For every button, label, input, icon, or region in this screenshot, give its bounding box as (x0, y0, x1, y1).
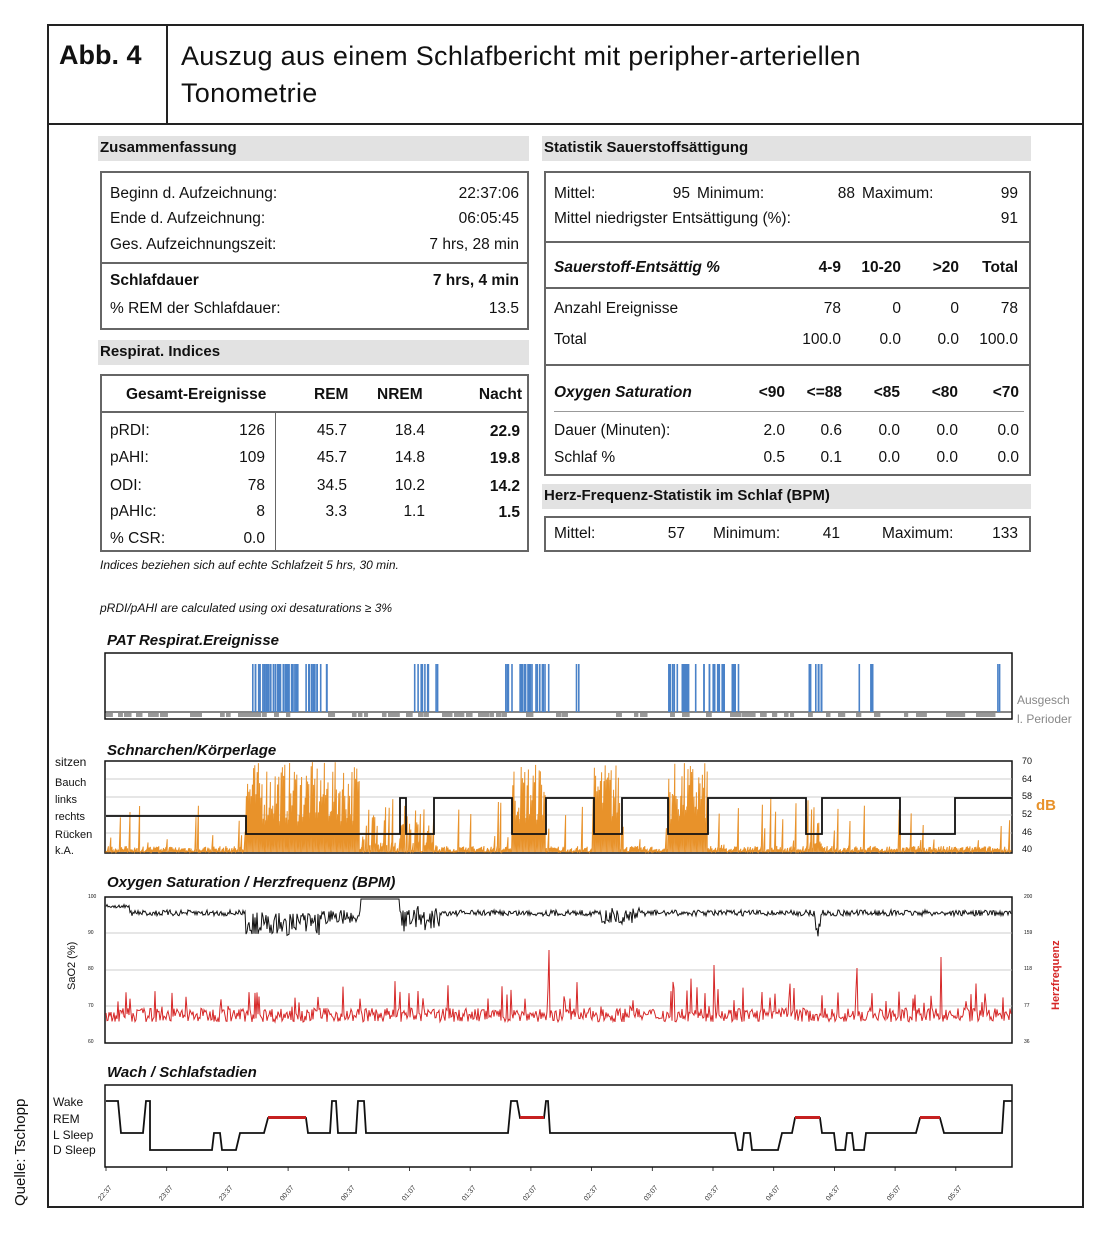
snore-title: Schnarchen/Körperlage (107, 742, 277, 759)
pat-event (305, 664, 307, 712)
pat-event (578, 664, 580, 712)
figure-label: Abb. 4 (47, 24, 168, 123)
pat-event (259, 664, 261, 712)
pat-excluded (256, 713, 261, 717)
hr-tick: 159 (1024, 930, 1033, 936)
pat-event (576, 664, 578, 712)
pat-excluded (742, 713, 748, 717)
pat-excluded (406, 713, 413, 717)
pat-excluded (496, 713, 502, 717)
db-tick: 40 (1022, 844, 1033, 854)
pat-event (287, 664, 289, 712)
desat-row-value: 0 (892, 300, 901, 317)
spo2-label: Minimum: (697, 185, 765, 202)
resp-row-night: 22.9 (489, 423, 520, 440)
pat-event (308, 664, 310, 712)
pat-excluded (448, 713, 452, 717)
pat-event (435, 664, 437, 712)
time-tick: 05:37 (946, 1184, 964, 1203)
pat-event (522, 664, 524, 712)
db-tick: 64 (1022, 774, 1033, 784)
pat-event (714, 664, 716, 712)
pat-excluded (730, 713, 737, 717)
pat-excluded (922, 713, 927, 717)
sat-row-label: Dauer (Minuten): (554, 422, 671, 439)
pat-event (717, 664, 719, 712)
summary-label: Beginn d. Aufzeichnung: (110, 185, 278, 202)
sat-header: <70 (992, 384, 1019, 401)
pat-event (810, 664, 812, 712)
pat-event (723, 664, 725, 712)
pat-excluded (106, 713, 113, 717)
spo2-label: Mittel niedrigster Entsättigung (%): (554, 210, 791, 227)
pat-excluded (118, 713, 123, 717)
pat-excluded (874, 713, 880, 717)
pat-event (294, 664, 296, 712)
pat-event (326, 664, 328, 712)
desat-row-value: 100.0 (802, 331, 841, 348)
pat-event (417, 664, 419, 712)
pat-excluded (238, 713, 244, 717)
hr-title: Herz-Frequenz-Statistik im Schlaf (BPM) (542, 484, 1031, 509)
resp-note: Indices beziehen sich auf echte Schlafzeit 5 hrs, 30 min. (100, 558, 399, 572)
pat-excluded (352, 713, 357, 717)
pat-excluded (262, 713, 267, 717)
db-tick: 52 (1022, 809, 1033, 819)
summary-title: Zusammenfassung (98, 136, 529, 161)
pat-excluded (466, 713, 473, 717)
pat-event (277, 664, 279, 712)
pat-event (535, 664, 537, 712)
sat-row-value: 0.0 (878, 449, 900, 466)
figure-title: Auszug aus einem Schlafbericht mit peripher-arteriellen Tonometrie (181, 41, 861, 108)
position-label: k.A. (55, 845, 74, 857)
pat-event (264, 664, 266, 712)
pat-excluded (364, 713, 368, 717)
pat-event (414, 664, 416, 712)
resp-row-night: 1.5 (498, 504, 520, 521)
pat-event (265, 664, 267, 712)
pat-event (268, 664, 270, 712)
resp-row-night: 14.2 (489, 478, 520, 495)
time-tick: 02:07 (521, 1184, 539, 1203)
spo2-label: Mittel: (554, 185, 596, 202)
hr-tick: 200 (1024, 894, 1033, 900)
resp-row-nrem: 10.2 (394, 477, 425, 494)
time-tick: 03:07 (643, 1184, 660, 1203)
pat-excluded (394, 713, 400, 717)
hr-ylabel: Herzfrequenz (1050, 940, 1062, 1010)
pat-excluded (670, 713, 675, 717)
pat-excluded (736, 713, 742, 717)
pat-excluded (244, 713, 251, 717)
pat-event (275, 664, 277, 712)
pat-event (524, 664, 526, 712)
sat-row-value: 0.0 (997, 422, 1019, 439)
pat-event (437, 664, 439, 712)
pat-event (255, 664, 257, 712)
pat-event (871, 664, 873, 712)
pat-excluded (502, 713, 507, 717)
pat-event (252, 664, 254, 712)
rem-segment (920, 1116, 940, 1119)
pat-excluded (148, 713, 155, 717)
pat-excluded (904, 713, 908, 717)
hr-tick: 118 (1024, 966, 1032, 972)
pat-event (738, 664, 740, 712)
desat-header: Sauerstoff-Entsättig % (554, 259, 720, 276)
desat-row-label: Anzahl Ereignisse (554, 300, 679, 317)
db-tick: 46 (1022, 827, 1033, 837)
pat-event (283, 664, 285, 712)
resp-row-rem: 3.3 (325, 503, 347, 520)
sat-row-value: 0.6 (820, 422, 842, 439)
pat-event (719, 664, 721, 712)
sleep-stage-line (106, 1101, 1012, 1150)
sleep-value: 7 hrs, 4 min (432, 272, 519, 289)
pat-event (320, 664, 322, 712)
spo2-tick: 80 (88, 966, 94, 972)
sat-row-value: 0.5 (763, 449, 785, 466)
pat-excluded (748, 713, 756, 717)
time-tick: 00:37 (339, 1184, 357, 1203)
pat-frame (105, 653, 1012, 719)
stage-label: Wake (53, 1095, 84, 1109)
position-label: sitzen (55, 755, 87, 769)
pat-event (733, 664, 735, 712)
resp-note: pRDI/pAHI are calculated using oxi desaturations ≥ 3% (100, 601, 393, 615)
db-tick: 58 (1022, 791, 1033, 801)
pat-excluded (160, 713, 168, 717)
pat-excluded (760, 713, 767, 717)
pat-excluded (640, 713, 648, 717)
desat-row-value: 0 (950, 300, 959, 317)
hr-signal (106, 950, 1011, 1022)
hr-tick: 77 (1024, 1003, 1030, 1009)
pat-excluded (154, 713, 159, 717)
pat-event (428, 664, 430, 712)
pat-event (548, 664, 550, 712)
pat-event (530, 664, 532, 712)
summary-value: 22:37:06 (458, 185, 519, 202)
pat-legend: l. Perioder (1017, 712, 1072, 726)
pat-excluded (190, 713, 197, 717)
desat-row-value: 78 (1000, 300, 1018, 317)
pat-excluded (124, 713, 132, 717)
position-label: Rücken (55, 829, 93, 841)
pat-event (709, 664, 711, 712)
resp-row-label: % CSR: (110, 530, 166, 547)
pat-event (511, 664, 513, 712)
pat-excluded (634, 713, 638, 717)
hr-value: 41 (822, 525, 840, 542)
position-label: links (55, 794, 78, 806)
resp-row-total: 126 (239, 422, 265, 439)
resp-row-total: 109 (239, 449, 265, 466)
pat-event (505, 664, 507, 712)
spo2-signal (106, 899, 1011, 936)
time-tick: 04:37 (825, 1184, 843, 1203)
pat-excluded (838, 713, 845, 717)
rem-segment (795, 1116, 820, 1119)
pat-event (297, 664, 299, 712)
pat-excluded (382, 713, 387, 717)
sat-row-value: 0.0 (997, 449, 1019, 466)
resp-row-night: 19.8 (489, 450, 520, 467)
pat-excluded (286, 713, 290, 717)
body-position-line (106, 798, 1012, 834)
pat-excluded (274, 713, 279, 717)
summary-value: 06:05:45 (458, 210, 519, 227)
pat-excluded (706, 713, 712, 717)
pat-excluded (418, 713, 424, 717)
time-tick: 22:37 (97, 1184, 114, 1203)
pat-event (687, 664, 689, 712)
summary-label: Ges. Aufzeichnungszeit: (110, 236, 277, 253)
pat-event (815, 664, 817, 712)
pat-event (997, 664, 999, 712)
pat-excluded (358, 713, 362, 717)
pat-excluded (958, 713, 965, 717)
sat-row-value: 0.0 (936, 422, 958, 439)
resp-row-total: 78 (247, 477, 265, 494)
pat-event (537, 664, 539, 712)
resp-row-rem: 45.7 (316, 449, 347, 466)
pat-event (258, 664, 260, 712)
pat-event (291, 664, 293, 712)
pat-event (311, 664, 313, 712)
pat-event (422, 664, 424, 712)
desat-header: Total (982, 259, 1018, 276)
hr-label: Maximum: (882, 525, 954, 542)
spo2-tick: 100 (88, 894, 97, 900)
desat-row-value: 100.0 (979, 331, 1018, 348)
pat-event (999, 664, 1001, 712)
sat-header: <90 (758, 384, 785, 401)
pat-excluded (454, 713, 460, 717)
stage-label: L Sleep (53, 1128, 94, 1142)
desat-row-value: 0.0 (879, 331, 901, 348)
sat-row-value: 0.0 (878, 422, 900, 439)
sat-header: Oxygen Saturation (554, 384, 692, 401)
resp-row-nrem: 1.1 (403, 503, 425, 520)
pat-excluded (856, 713, 861, 717)
time-tick: 01:37 (461, 1184, 478, 1203)
db-tick: 70 (1022, 756, 1033, 766)
position-label: Bauch (55, 777, 87, 789)
spo2-title: Statistik Sauerstoffsättigung (542, 136, 1031, 161)
resp-row-label: pRDI: (110, 422, 150, 439)
desat-row-value: 0.0 (937, 331, 959, 348)
resp-header: Nacht (478, 386, 522, 403)
pat-excluded (916, 713, 922, 717)
pat-event (682, 664, 684, 712)
hr-label: Minimum: (713, 525, 781, 542)
spo2-value: 99 (1000, 185, 1018, 202)
pat-excluded (826, 713, 830, 717)
stages-frame (105, 1085, 1012, 1167)
pat-event (527, 664, 529, 712)
pat-event (279, 664, 281, 712)
pat-event (818, 664, 820, 712)
spo2-value: 88 (837, 185, 855, 202)
resp-row-label: ODI: (110, 477, 142, 494)
pat-excluded (136, 713, 142, 717)
desat-header: 4-9 (818, 259, 841, 276)
sat-row-label: Schlaf % (554, 449, 616, 466)
pat-excluded (784, 713, 789, 717)
stage-label: D Sleep (53, 1143, 96, 1157)
summary-value: 7 hrs, 28 min (429, 236, 519, 253)
pat-excluded (682, 713, 690, 717)
resp-row-rem: 34.5 (316, 477, 347, 494)
pat-excluded (616, 713, 622, 717)
pat-excluded (988, 713, 995, 717)
pat-event (508, 664, 510, 712)
hr-label: Mittel: (554, 525, 596, 542)
pat-event (262, 664, 264, 712)
pat-excluded (328, 713, 335, 717)
rem-segment (268, 1116, 306, 1119)
resp-row-label: pAHI: (110, 449, 149, 466)
pat-excluded (526, 713, 533, 717)
pat-excluded (562, 713, 568, 717)
summary-label: Ende d. Aufzeichnung: (110, 210, 266, 227)
pat-event (424, 664, 426, 712)
sat-header: <80 (931, 384, 958, 401)
resp-row-rem: 45.7 (316, 422, 347, 439)
sat-row-value: 0.0 (936, 449, 958, 466)
stage-label: REM (53, 1112, 80, 1126)
rem-label: % REM der Schlafdauer: (110, 300, 281, 317)
pat-legend: Ausgesch (1017, 693, 1070, 707)
rem-value: 13.5 (488, 300, 519, 317)
time-tick: 01:07 (400, 1184, 418, 1203)
snore-signal (106, 762, 1011, 852)
pat-event (734, 664, 736, 712)
resp-header: NREM (377, 386, 423, 403)
pat-excluded (490, 713, 494, 717)
db-label: dB (1036, 797, 1056, 814)
desat-row-value: 78 (823, 300, 841, 317)
pat-excluded (388, 713, 395, 717)
resp-row-nrem: 14.8 (394, 449, 425, 466)
pat-excluded (556, 713, 562, 717)
pat-event (531, 664, 533, 712)
source-credit: Quelle: Tschopp (12, 1098, 29, 1206)
pat-event (270, 664, 272, 712)
pat-event (721, 664, 723, 712)
pat-event (539, 664, 541, 712)
rem-segment (520, 1116, 544, 1119)
pat-event (273, 664, 275, 712)
pat-event (316, 664, 318, 712)
pat-excluded (772, 713, 777, 717)
resp-row-total: 0.0 (243, 530, 265, 547)
hr-value: 57 (667, 525, 685, 542)
spo2-tick: 60 (88, 1039, 94, 1045)
pat-event (712, 664, 714, 712)
pat-event (313, 664, 315, 712)
pat-event (544, 664, 546, 712)
time-tick: 23:07 (157, 1184, 175, 1203)
resp-row-nrem: 18.4 (394, 422, 425, 439)
pat-excluded (484, 713, 490, 717)
pat-excluded (196, 713, 202, 717)
pat-excluded (790, 713, 794, 717)
time-tick: 00:07 (279, 1184, 296, 1203)
pat-event (296, 664, 298, 712)
spo2-tick: 90 (88, 930, 94, 936)
spo2-tick: 70 (88, 1003, 94, 1009)
pat-excluded (952, 713, 959, 717)
pat-title: PAT Respirat.Ereignisse (107, 632, 280, 649)
pat-event (674, 664, 676, 712)
spo2-value: 91 (1000, 210, 1018, 227)
time-tick: 05:07 (886, 1184, 903, 1203)
time-tick: 23:37 (218, 1184, 236, 1203)
resp-header: REM (314, 386, 349, 403)
oxy-title: Oxygen Saturation / Herzfrequenz (BPM) (107, 874, 396, 891)
resp-row-total: 8 (256, 503, 265, 520)
resp-title: Respirat. Indices (98, 340, 529, 365)
hr-value: 133 (992, 525, 1018, 542)
time-tick: 03:37 (704, 1184, 721, 1203)
pat-excluded (250, 713, 257, 717)
resp-row-label: pAHIc: (110, 503, 157, 520)
pat-event (672, 664, 674, 712)
pat-excluded (460, 713, 464, 717)
spo2-value: 95 (672, 185, 690, 202)
time-tick: 02:37 (582, 1184, 600, 1203)
oxy-ylabel: SaO2 (%) (66, 941, 78, 990)
spo2-label: Maximum: (862, 185, 934, 202)
pat-event (683, 664, 685, 712)
sat-row-value: 0.1 (820, 449, 842, 466)
desat-header: >20 (932, 259, 959, 276)
pat-event (542, 664, 544, 712)
position-label: rechts (55, 811, 85, 823)
stages-title: Wach / Schlafstadien (107, 1064, 257, 1081)
pat-event (292, 664, 294, 712)
pat-excluded (226, 713, 231, 717)
pat-event (695, 664, 697, 712)
pat-excluded (424, 713, 429, 717)
resp-header: Gesamt-Ereignisse (126, 386, 267, 403)
time-tick: 04:07 (764, 1184, 782, 1203)
pat-event (703, 664, 705, 712)
pat-excluded (808, 713, 813, 717)
pat-event (859, 664, 861, 712)
sleep-label: Schlafdauer (110, 272, 199, 289)
pat-event (677, 664, 679, 712)
sat-row-value: 2.0 (763, 422, 785, 439)
pat-event (285, 664, 287, 712)
sat-header: <=88 (806, 384, 842, 401)
pat-event (821, 664, 823, 712)
sat-header: <85 (873, 384, 900, 401)
pat-event (670, 664, 672, 712)
pat-excluded (220, 713, 225, 717)
pat-event (519, 664, 521, 712)
desat-row-label: Total (554, 331, 587, 348)
desat-header: 10-20 (861, 259, 901, 276)
hr-tick: 36 (1024, 1039, 1030, 1045)
